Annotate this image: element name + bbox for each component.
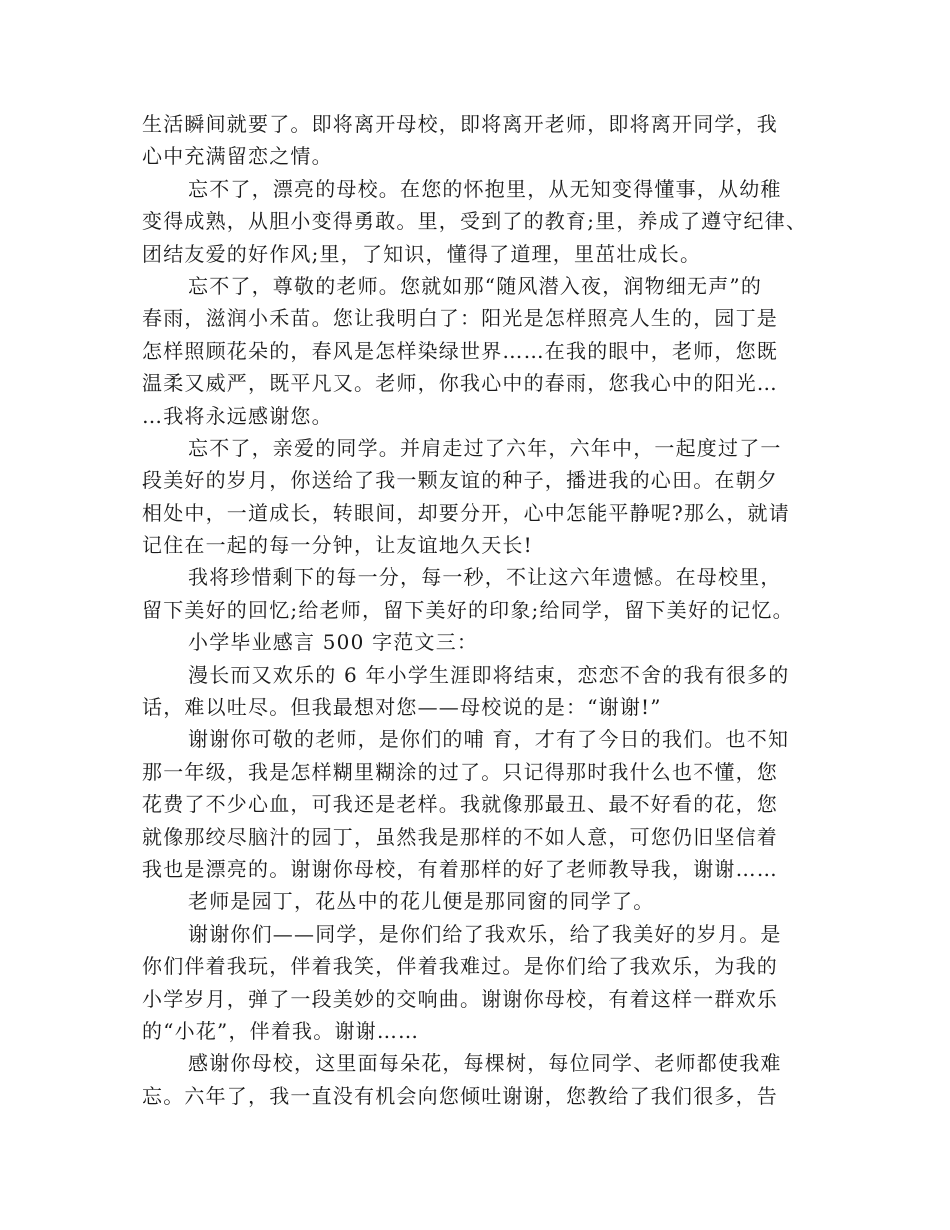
text-line: 那一年级，我是怎样糊里糊涂的过了。只记得那时我什么也不懂，您	[142, 759, 778, 784]
text-line: 花费了不少心血，可我还是老样。我就像那最丑、最不好看的花，您	[142, 792, 778, 817]
text-line: 的“小花”，伴着我。谢谢……	[142, 1018, 420, 1043]
text-line: 老师是园丁，花丛中的花儿便是那同窗的同学了。	[188, 889, 655, 914]
text-line: 你们伴着我玩，伴着我笑，伴着我难过。是你们给了我欢乐，为我的	[142, 954, 778, 979]
text-line: 漫长而又欢乐的 6 年小学生涯即将结束，恋恋不舍的我有很多的	[188, 662, 790, 687]
text-line: 忘。六年了，我一直没有机会向您倾吐谢谢，您教给了我们很多，告	[142, 1083, 778, 1108]
text-line: 生活瞬间就要了。即将离开母校，即将离开老师，即将离开同学，我	[142, 112, 778, 136]
text-line: 小学岁月，弹了一段美妙的交响曲。谢谢你母校，有着这样一群欢乐	[142, 986, 778, 1011]
text-line: 感谢你母校，这里面每朵花，每棵树，每位同学、老师都使我难	[188, 1051, 782, 1076]
text-line: 话，难以吐尽。但我最想对您——母校说的是：“谢谢!”	[142, 695, 662, 720]
text-line: 谢谢你可敬的老师，是你们的哺 育，才有了今日的我们。也不知	[188, 727, 790, 752]
text-line: 忘不了，漂亮的母校。在您的怀抱里，从无知变得懂事，从幼稚	[188, 176, 782, 201]
text-line: 春雨，滋润小禾苗。您让我明白了：阳光是怎样照亮人生的，园丁是	[142, 306, 778, 331]
text-line: 变得成熟，从胆小变得勇敢。里，受到了的教育;里，养成了遵守纪律、	[142, 209, 808, 234]
text-line: 记住在一起的每一分钟，让友谊地久天长!	[142, 533, 533, 558]
text-line: 谢谢你们——同学，是你们给了我欢乐，给了我美好的岁月。是	[188, 921, 782, 946]
text-line: …我将永远感谢您。	[142, 403, 333, 428]
text-line: 就像那绞尽脑汁的园丁，虽然我是那样的不如人意，可您仍旧坚信着	[142, 824, 778, 849]
text-line: 我也是漂亮的。谢谢你母校，有着那样的好了老师教导我，谢谢……	[142, 856, 778, 881]
text-line: 怎样照顾花朵的，春风是怎样染绿世界……在我的眼中，老师，您既	[142, 338, 778, 363]
text-line: 相处中，一道成长，转眼间，却要分开，心中怎能平静呢?那么，就请	[142, 500, 790, 525]
text-line: 小学毕业感言 500 字范文三：	[188, 630, 479, 655]
document-body	[142, 108, 822, 1112]
text-line: 我将珍惜剩下的每一分，每一秒，不让这六年遗憾。在母校里，	[188, 565, 782, 590]
text-line: 团结友爱的好作风;里，了知识，懂得了道理，里茁壮成长。	[142, 241, 702, 266]
text-line: 心中充满留恋之情。	[142, 144, 333, 169]
text-line: 忘不了，亲爱的同学。并肩走过了六年，六年中，一起度过了一	[188, 435, 782, 460]
text-line: 温柔又威严，既平凡又。老师，你我心中的春雨，您我心中的阳光…	[142, 371, 778, 396]
text-line: 段美好的岁月，你送给了我一颗友谊的种子，播进我的心田。在朝夕	[142, 468, 778, 493]
text-line: 留下美好的回忆;给老师，留下美好的印象;给同学，留下美好的记忆。	[142, 597, 794, 622]
text-line: 忘不了，尊敬的老师。您就如那“随风潜入夜，润物细无声”的	[188, 273, 763, 298]
